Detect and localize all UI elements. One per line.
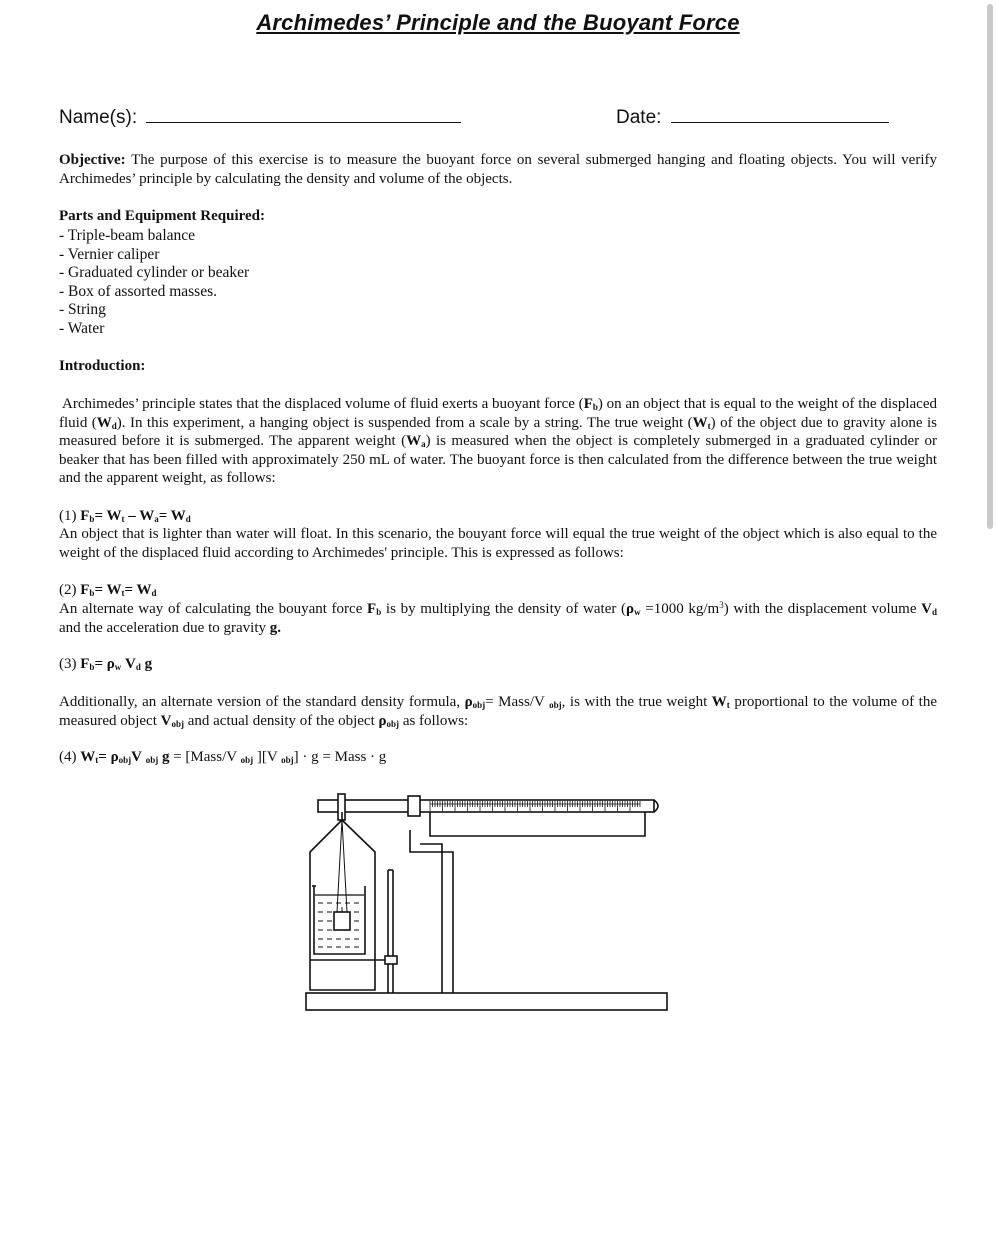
intro-paragraph-1: Archimedes’ principle states that the displaced volume of fluid exerts a buoyant force $(F_b)$ on an object that is equal to the weight of the displaced fluid $(W_d)$. In this experiment, a hanging object is suspended from a scale by a string. The true weight $(W_t)$ of the object due to gravity alone is measured before it is submerged. The apparent weight $(W_a)$ is measured when the object is completely submerged in a graduated cylinder or beaker that has been filled with approximately 250 mL of water. The buoyant force is then calculated from the difference between the true weight and the apparent weight, as follows:	[59, 396, 938, 486]
name-field[interactable]	[146, 104, 461, 123]
balance-beam	[318, 800, 654, 812]
date-field[interactable]	[671, 104, 889, 123]
list-item: - Box of assorted masses.	[59, 282, 217, 300]
list-item: - Triple-beam balance	[59, 227, 196, 244]
intro-paragraph-4: Additionally, an alternate version of the standard density formula, $\rho_{obj}=$ Mass/V $_{obj}$, is with the true weight $W_t$ proportional to the volume of the measured object $V_{obj}$ and actual density of the object $\rho_{obj}$ as follows:	[59, 694, 938, 729]
objective-text: The purpose of this exercise is to measure the buoyant force on several submerged hanging and floating objects. You will verify Archimedes’ principle by calculating the density and volume of the objects.	[59, 152, 937, 187]
equipment-label: Parts and Equipment Required:	[59, 208, 266, 224]
objective-label: Objective:	[59, 152, 126, 168]
equation-2: (2) $F_b= W_t= W_d$	[59, 582, 157, 598]
base-platform	[306, 993, 667, 1010]
name-label: Name(s):	[59, 107, 138, 128]
name-row	[59, 104, 461, 129]
date-label: Date:	[616, 107, 662, 128]
intro-paragraph-2: An object that is lighter than water will float. In this scenario, the bouyant force will equal the true weight of the object which is also equal to the weight of the displaced fluid according to Archimedes' principle. This is expressed as follows:	[59, 526, 937, 561]
introduction-heading	[59, 357, 937, 376]
balance-stand	[410, 830, 453, 993]
introduction-label: Introduction:	[59, 358, 146, 374]
equation-1: (1) $F_b= W_t - W_a= W_d$	[59, 508, 191, 524]
equation-4: (4) $W_t= \rho_{obj}V$ $_{obj}$ g = [Mass/V $_{obj}$ ][V $_{obj}$] · g = Mass · g	[59, 749, 387, 765]
list-item: - String	[59, 301, 106, 318]
submerged-object	[334, 912, 350, 930]
intro-paragraph-3: An alternate way of calculating the bouyant force $F_b$ is by multiplying the density of water ($\rho_w =1000$ $kg/m^3$) with the displacement volume $V_d$ and the acceleration due to gravity g.	[59, 600, 938, 636]
page-title: Archimedes’ Principle and the Buoyant Force	[256, 10, 740, 35]
objective-paragraph	[59, 151, 937, 188]
date-row	[616, 104, 889, 129]
list-item: - Vernier caliper	[59, 245, 160, 263]
equation-3: (3) $F_b= \rho_w$ $V_d$ g	[59, 656, 153, 672]
list-item: - Water	[59, 319, 105, 337]
equipment-list	[59, 227, 937, 338]
balance-apparatus-diagram	[300, 790, 675, 1020]
list-item: - Graduated cylinder or beaker	[59, 264, 250, 281]
equipment-heading	[59, 207, 937, 226]
scrollbar[interactable]	[987, 4, 993, 529]
